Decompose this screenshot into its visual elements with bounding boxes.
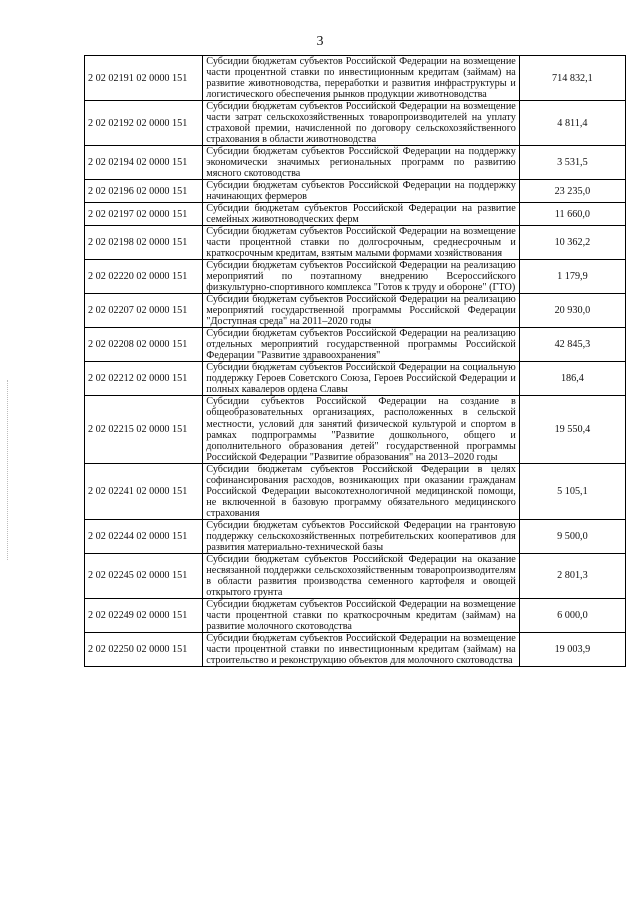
cell-code: 2 02 02191 02 0000 151 [85, 56, 203, 101]
cell-code: 2 02 02250 02 0000 151 [85, 632, 203, 666]
table-row [85, 553, 626, 598]
table-row [85, 260, 626, 294]
cell-amount: 3 531,5 [519, 146, 625, 180]
table-row [85, 519, 626, 553]
cell-code: 2 02 02212 02 0000 151 [85, 362, 203, 396]
cell-code: 2 02 02197 02 0000 151 [85, 203, 203, 226]
table-row [85, 463, 626, 519]
cell-amount: 23 235,0 [519, 180, 625, 203]
cell-amount: 19 003,9 [519, 632, 625, 666]
cell-amount: 19 550,4 [519, 396, 625, 463]
table-row [85, 598, 626, 632]
cell-amount: 2 801,3 [519, 553, 625, 598]
table-row [85, 180, 626, 203]
cell-amount: 6 000,0 [519, 598, 625, 632]
cell-code: 2 02 02194 02 0000 151 [85, 146, 203, 180]
cell-description: Субсидии бюджетам субъектов Российской Федерации на возмещение части процентной ставки по долгосрочным, среднесрочным и краткосрочным кредитам, взятым малыми формами хозяйствования [203, 226, 520, 260]
table-row [85, 101, 626, 146]
cell-description: Субсидии бюджетам субъектов Российской Федерации на возмещение части процентной ставки по инвестиционным кредитам (займам) на развитие животноводства, переработки и развития инфраструктуры и логистического обеспечения рынков продукции животноводства [203, 56, 520, 101]
cell-amount: 10 362,2 [519, 226, 625, 260]
cell-description: Субсидии бюджетам субъектов Российской Федерации на возмещение части процентной ставки по краткосрочным кредитам (займам) на развитие молочного скотоводства [203, 598, 520, 632]
table-row [85, 56, 626, 101]
cell-code: 2 02 02196 02 0000 151 [85, 180, 203, 203]
cell-amount: 1 179,9 [519, 260, 625, 294]
cell-description: Субсидии бюджетам субъектов Российской Федерации на реализацию мероприятий по поэтапному внедрению Всероссийского физкультурно-спортивного комплекса "Готов к труду и обороне" (ГТО) [203, 260, 520, 294]
cell-code: 2 02 02220 02 0000 151 [85, 260, 203, 294]
cell-description: Субсидии субъектов Российской Федерации на создание в общеобразовательных организациях, расположенных в сельской местности, условий для занятий физической культурой и спортом в рамках подпрограммы "Развитие дошкольного, общего и дополнительного образования детей" государственной программы Российской Федерации "Развитие образования" на 2013–2020 годы [203, 396, 520, 463]
cell-amount: 186,4 [519, 362, 625, 396]
cell-code: 2 02 02245 02 0000 151 [85, 553, 203, 598]
table-row [85, 362, 626, 396]
cell-code: 2 02 02249 02 0000 151 [85, 598, 203, 632]
cell-code: 2 02 02241 02 0000 151 [85, 463, 203, 519]
cell-description: Субсидии бюджетам субъектов Российской Федерации на возмещение части процентной ставки по инвестиционным кредитам (займам) на строительство и реконструкцию объектов для молочного скотоводства [203, 632, 520, 666]
cell-amount: 42 845,3 [519, 328, 625, 362]
table-row [85, 328, 626, 362]
cell-code: 2 02 02208 02 0000 151 [85, 328, 203, 362]
cell-description: Субсидии бюджетам субъектов Российской Федерации на социальную поддержку Героев Советского Союза, Героев Российской Федерации и полных кавалеров ордена Славы [203, 362, 520, 396]
cell-amount: 11 660,0 [519, 203, 625, 226]
cell-description: Субсидии бюджетам субъектов Российской Федерации на реализацию отдельных мероприятий государственной программы Российской Федерации "Развитие здравоохранения" [203, 328, 520, 362]
budget-table [84, 55, 626, 667]
table-row [85, 632, 626, 666]
table-row [85, 146, 626, 180]
cell-description: Субсидии бюджетам субъектов Российской Федерации на поддержку начинающих фермеров [203, 180, 520, 203]
budget-table-body [85, 56, 626, 667]
cell-amount: 9 500,0 [519, 519, 625, 553]
cell-amount: 5 105,1 [519, 463, 625, 519]
cell-description: Субсидии бюджетам субъектов Российской Федерации в целях софинансирования расходов, возникающих при оказании гражданам Российской Федерации высокотехнологичной медицинской помощи, не включенной в базовую программу обязательного медицинского страхования [203, 463, 520, 519]
cell-description: Субсидии бюджетам субъектов Российской Федерации на оказание несвязанной поддержки сельскохозяйственным товаропроизводителям в области развития производства семенного картофеля и овощей открытого грунта [203, 553, 520, 598]
scan-margin-mark [7, 380, 8, 560]
table-row [85, 226, 626, 260]
cell-code: 2 02 02244 02 0000 151 [85, 519, 203, 553]
cell-amount: 714 832,1 [519, 56, 625, 101]
page-number: 3 [316, 34, 324, 49]
cell-code: 2 02 02207 02 0000 151 [85, 294, 203, 328]
cell-description: Субсидии бюджетам субъектов Российской Федерации на развитие семейных животноводческих ферм [203, 203, 520, 226]
table-row [85, 294, 626, 328]
cell-amount: 4 811,4 [519, 101, 625, 146]
cell-description: Субсидии бюджетам субъектов Российской Федерации на грантовую поддержку сельскохозяйственных потребительских кооперативов для развития материально-технической базы [203, 519, 520, 553]
cell-amount: 20 930,0 [519, 294, 625, 328]
cell-code: 2 02 02192 02 0000 151 [85, 101, 203, 146]
cell-code: 2 02 02198 02 0000 151 [85, 226, 203, 260]
table-row [85, 203, 626, 226]
table-row [85, 396, 626, 463]
cell-description: Субсидии бюджетам субъектов Российской Федерации на поддержку экономически значимых региональных программ по развитию мясного скотоводства [203, 146, 520, 180]
cell-code: 2 02 02215 02 0000 151 [85, 396, 203, 463]
cell-description: Субсидии бюджетам субъектов Российской Федерации на реализацию мероприятий государственной программы Российской Федерации "Доступная среда" на 2011–2020 годы [203, 294, 520, 328]
cell-description: Субсидии бюджетам субъектов Российской Федерации на возмещение части затрат сельскохозяйственных товаропроизводителей на уплату страховой премии, начисленной по договору сельскохозяйственного страхования в области животноводства [203, 101, 520, 146]
